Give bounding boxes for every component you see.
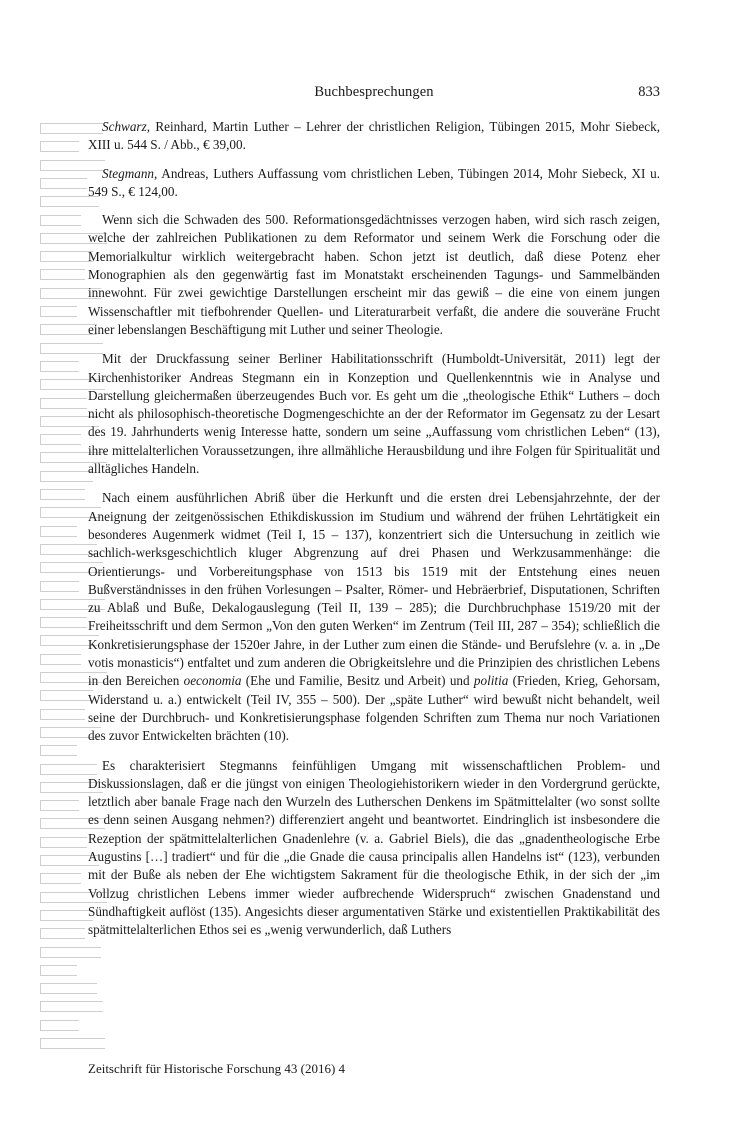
- paragraph-4: Es charakterisiert Stegmanns feinfühligen Umgang mit wissenschaftlichen Problem- und Diskussionslagen, daß er die jüngst von einigen Theologiehistorikern wieder in den Vordergrund gerückte, letztlich aber banale Frage nach den Wurzeln des Lutherschen Denkens im Spätmittelalter (wo sonst sollte es denn seinen Ausgang nehmen?) differenziert angeht und beantwortet. Eindringlich ist insbesondere die Rezeption der spätmittelalterlichen Gnadenlehre (v. a. Gabriel Biels), die das „gnadentheologische Erbe Augustins […] tradiert“ und für die „die Gnade die causa principalis allen Handelns ist“ (123), verbunden mit der Buße als neben der Ehe wichtigstem Sakrament für die theologische Ethik, in der sich der „im Vollzug christlichen Lebens immer wieder aufbrechende Widerspruch“ zwischen Gnadenstand und Sündhaftigkeit auflöst (135). Angesichts dieser argumentativen Stärke und existentiellen Praktikabilität des spätmittelalterlichen Ethos sei es „wenig verwunderlich, daß Luthers: [88, 757, 660, 938]
- margin-line-marker: [40, 1038, 105, 1049]
- paragraph-3-part-c: (Frieden, Krieg, Gehorsam, Widerstand u. a.) entwickelt (Teil IV, 355 – 500). Der „späte Luther“ wird bewußt nicht behandelt, weil seine der Durchbruch- und Konkretisierungsphase folgenden Schriften zum Thema nur noch Variationen des zuvor Entwickelten brächten (10).: [88, 673, 660, 744]
- paragraph-3: [88, 489, 660, 745]
- paragraph-3-part-a: Nach einem ausführlichen Abriß über die Herkunft und die ersten drei Lebensjahrzehnte, der der Aneignung der zeitgenössischen Ethikdiskussion im Studium und während der frühen Lehrtätigkeit ein besonderes Augenmerk widmet (Teil I, 15 – 137), konzentriert sich die Untersuchung in zeitlich wie sachlich-werksgeschichtlich kluger Abgrenzung auf drei Phasen und Werkzusammenhänge: die Orientierungs- und Vorbereitungsphase von 1513 bis 1519 mit der Entstehung eines neuen Bußverständnisses in den frühen Vorlesungen – Psalter, Römer- und Hebräerbrief, Disputationen, Schriften zu Ablaß und Buße, Dekalogauslegung (Teil II, 139 – 285); die Durchbruchphase 1519/20 mit der Freiheitsschrift und dem Sermon „Von den guten Werken“ im Zentrum (Teil III, 287 – 354); schließlich die Konkretisierungsphase der 1520er Jahre, in der Luther zum einen die Stände- und Berufslehre (v. a. in „De votis monasticis“) entfaltet und zum anderen die Obrigkeitslehre und die Prinzipien des christlichen Lebens in den Bereichen: [88, 490, 660, 689]
- margin-line-marker: [40, 489, 85, 500]
- margin-line-marker: [40, 654, 81, 665]
- margin-line-marker: [40, 800, 79, 811]
- margin-line-marker: [40, 873, 81, 884]
- page-number: 833: [638, 84, 660, 100]
- margin-line-marker: [40, 361, 79, 372]
- reference-author: Stegmann: [102, 165, 155, 181]
- margin-line-marker: [40, 617, 87, 628]
- margin-line-marker: [40, 690, 93, 701]
- margin-line-marker: [40, 1020, 79, 1031]
- margin-line-marker: [40, 306, 77, 317]
- margin-line-marker: [40, 1001, 103, 1012]
- paragraph-1: Wenn sich die Schwaden des 500. Reformationsgedächtnisses verzogen haben, wird sich rasch zeigen, welche der zahlreichen Publikationen zu dem Reformator und seinem Werk die Forschung oder die Memorialkultur wirklich weitergebracht haben. Schon jetzt ist deutlich, daß diese Potenz eher Monographien als den gegenwärtig fast im Monatstakt erscheinenden Tagungs- und Sammelbänden innewohnt. Für zwei gewichtige Darstellungen erscheint mir das gewiß – die eine von einem jungen Wissenschaftler mit tiefbohrender Quellen- und Literaturarbeit verfaßt, die andere die souveräne Frucht einer lebenslangen Beschäftigung mit Luther und seiner Theologie.: [88, 212, 660, 337]
- margin-line-marker: [40, 965, 77, 976]
- margin-line-marker: [40, 141, 79, 152]
- margin-line-marker: [40, 837, 87, 848]
- margin-line-marker: [40, 526, 77, 537]
- reference-author: Schwarz: [102, 119, 147, 134]
- paragraph-3-part-b: (Ehe und Familie, Besitz und Arbeit) und: [241, 673, 474, 689]
- paragraph-2: Mit der Druckfassung seiner Berliner Habilitationsschrift (Humboldt-Universität, 2011) legt der Kirchenhistoriker Andreas Stegmann ein in Konzeption und Quellenkenntnis wie in Analyse und Darstellung gleichermaßen überzeugendes Buch vor. Es geht um die „theologische Ethik“ Luthers – doch nicht als philosophisch-theoretische Dogmengeschichte an der der Reformator im Gegensatz zu der Lesart des 19. Jahrhunderts wenig Interesse hatte, sondern um seine „Auffassung vom christlichen Leben“ (13), ihre mittelalterlichen Voraussetzungen, ihre allmähliche Herausbildung und ihre Folgen für Spiritualität und alltägliches Handeln.: [88, 351, 660, 477]
- margin-line-marker: [40, 471, 93, 482]
- reference-details: , Reinhard, Martin Luther – Lehrer der christlichen Religion, Tübingen 2015, Mohr Siebeck, XIII u. 544 S. / Abb., € 39,00.: [88, 119, 660, 153]
- margin-line-marker: [40, 983, 97, 994]
- term-oeconomia: oeconomia: [183, 673, 242, 689]
- margin-line-marker: [40, 269, 85, 280]
- margin-line-marker: [40, 709, 85, 720]
- running-head-title: Buchbesprechungen: [314, 84, 434, 100]
- margin-line-marker: [40, 928, 85, 939]
- reference-details: , Andreas, Luthers Auffassung vom christlichen Leben, Tübingen 2014, Mohr Siebeck, XI u. 549 S., € 124,00.: [88, 165, 660, 199]
- margin-line-marker: [40, 251, 93, 262]
- margin-line-marker: [40, 910, 93, 921]
- margin-line-marker: [40, 398, 87, 409]
- margin-line-marker: [40, 745, 77, 756]
- running-head: [88, 84, 660, 104]
- margin-line-marker: [40, 434, 81, 445]
- review-content: [88, 118, 660, 950]
- journal-footer: Zeitschrift für Historische Forschung 43 (2016) 4: [88, 1061, 346, 1076]
- book-reference-1: [88, 118, 660, 155]
- book-reference-2: [88, 165, 660, 202]
- margin-line-marker: [40, 178, 87, 189]
- margin-line-marker: [40, 215, 81, 226]
- term-politia: politia: [473, 673, 509, 689]
- margin-line-marker: [40, 581, 79, 592]
